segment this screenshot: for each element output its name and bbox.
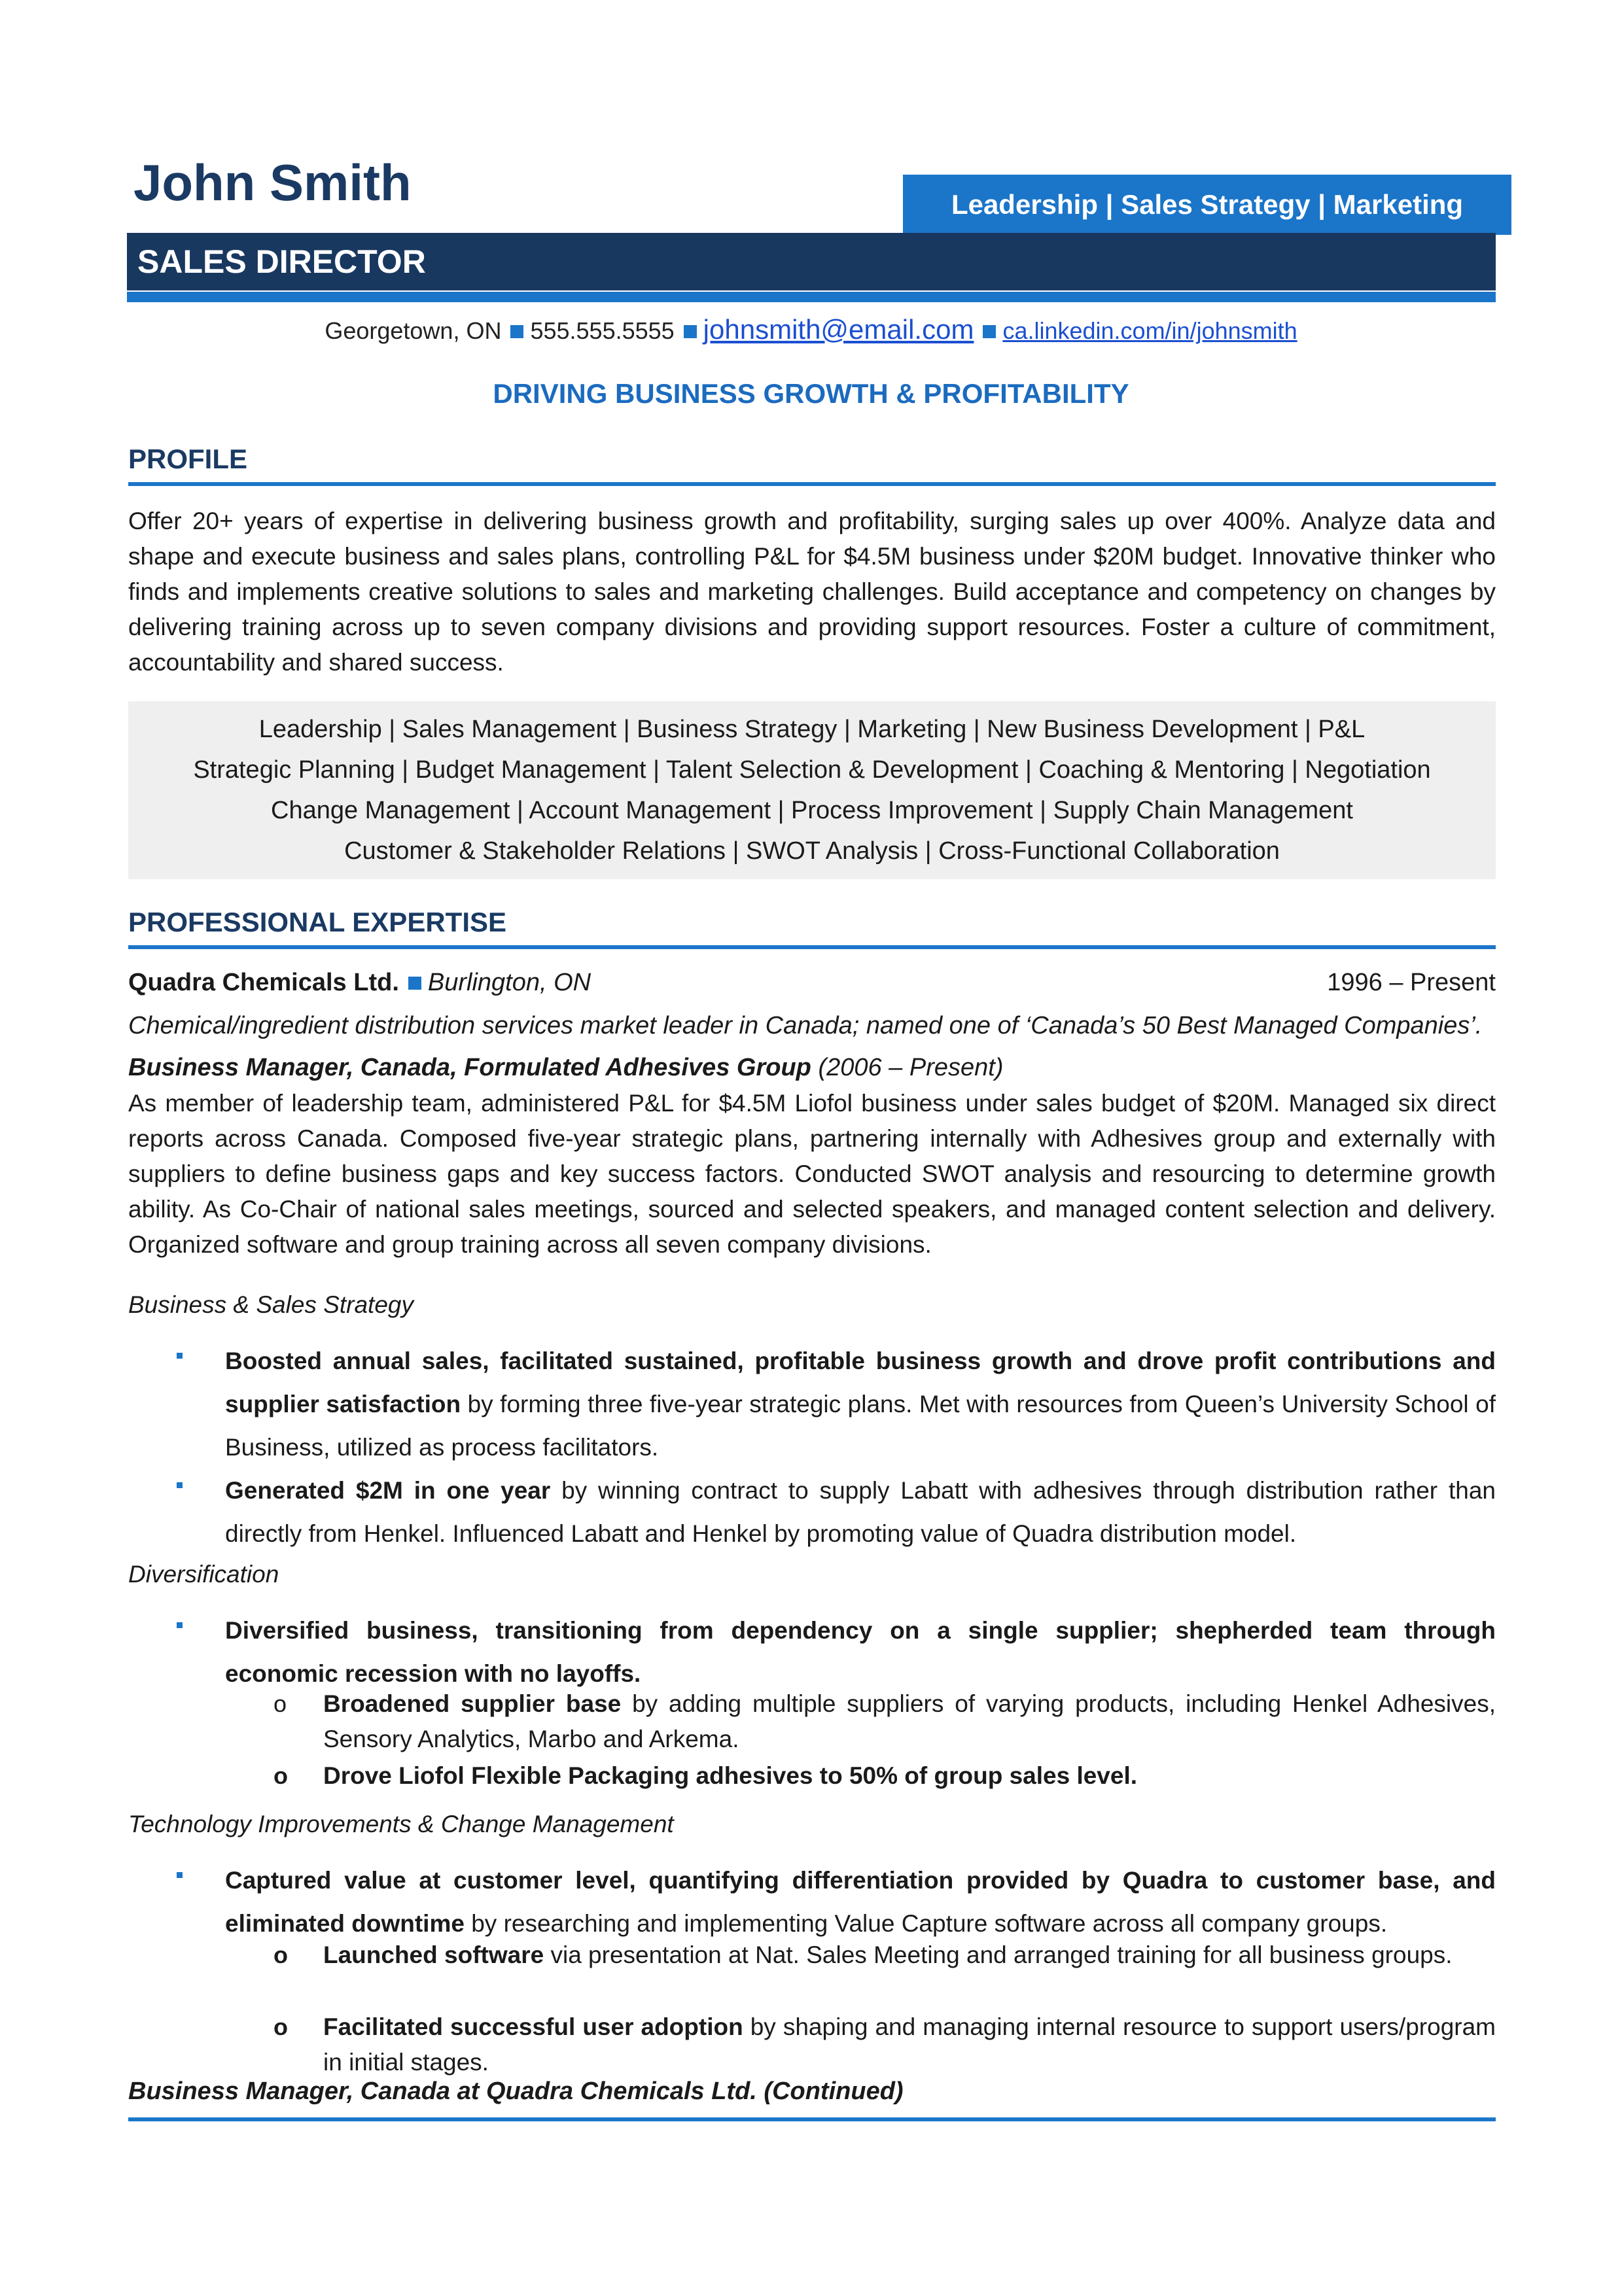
circle-bullet-icon: o (273, 1762, 288, 1789)
tagline-banner: Leadership | Sales Strategy | Marketing (903, 175, 1511, 235)
square-bullet-icon (684, 325, 697, 338)
diversification-subheading: Diversification (128, 1561, 279, 1588)
technology-subheading: Technology Improvements & Change Management (128, 1811, 674, 1837)
role-title: Business Manager, Canada, Formulated Adhesives Group (128, 1054, 811, 1081)
sub-bullet-emphasis: Drove Liofol Flexible Packaging adhesives to 50% of group sales level. (323, 1762, 1138, 1789)
sub-bullet-text: via presentation at Nat. Sales Meeting and arranged training for all business groups. (544, 1941, 1453, 1968)
company-name: Quadra Chemicals Ltd. (128, 969, 399, 996)
bullet-emphasis: Captured value at customer level, quantifying differentiation provided by Quadra to customer base, and eliminated downtime (225, 1867, 1496, 1937)
headline: DRIVING BUSINESS GROWTH & PROFITABILITY (493, 378, 1129, 409)
company-description: Chemical/ingredient distribution services market leader in Canada; named one of ‘Canada’s 50 Best Managed Companies’. (128, 1012, 1483, 1039)
company-dates: 1996 – Present (1327, 969, 1496, 996)
achievement-bullet (225, 1340, 1496, 1469)
contact-phone: 555.555.5555 (530, 317, 675, 344)
sub-bullet-emphasis: Launched software (323, 1941, 544, 1968)
company-row (128, 965, 1496, 1000)
bullet-text: by researching and implementing Value Capture software across all company groups. (464, 1910, 1388, 1937)
bullet-emphasis: Diversified business, transitioning from dependency on a single supplier; shepherded team through economic recession with no layoffs. (225, 1617, 1496, 1687)
circle-bullet-icon: o (273, 1690, 287, 1717)
square-bullet-icon (408, 977, 421, 990)
skills-line: Customer & Stakeholder Relations | SWOT Analysis | Cross-Functional Collaboration (344, 837, 1280, 865)
sub-bullet-emphasis: Broadened supplier base (323, 1690, 622, 1717)
strategy-subheading: Business & Sales Strategy (128, 1291, 414, 1318)
square-bullet-icon (177, 1482, 183, 1488)
sub-bullet-text: by shaping and managing internal resource to support users/program in initial stages. (323, 2013, 1496, 2076)
profile-section-title: PROFILE (128, 444, 248, 474)
role-dates: (2006 – Present) (818, 1054, 1004, 1081)
skills-line: Leadership | Sales Management | Business Strategy | Marketing | New Business Development | P&L (258, 716, 1366, 743)
circle-bullet-icon: o (273, 2013, 288, 2040)
achievement-bullet (225, 1469, 1496, 1556)
bullet-text: by winning contract to supply Labatt with adhesives through distribution rather than directly from Henkel. Influenced Labatt and Henkel by promoting value of Quadra distribution model. (225, 1477, 1496, 1547)
section-divider (128, 945, 1496, 949)
skills-line: Strategic Planning | Budget Management | Talent Selection & Development | Coaching & Mentoring | Negotiation (193, 756, 1431, 784)
bullet-text: by forming three five-year strategic plans. Met with resources from Queen’s University School of Business, utilized as process facilitators. (225, 1391, 1496, 1461)
job-title-bar (127, 233, 1496, 290)
sub-bullet-emphasis: Facilitated successful user adoption (323, 2013, 743, 2040)
candidate-name: John Smith (133, 154, 412, 211)
achievement-bullet (225, 1859, 1496, 1945)
expertise-section-title: PROFESSIONAL EXPERTISE (128, 907, 507, 937)
contact-email-link[interactable]: johnsmith@email.com (703, 314, 974, 345)
contact-location: Georgetown, ON (325, 317, 502, 344)
bullet-emphasis: Generated $2M in one year (225, 1477, 551, 1504)
sub-bullet-text: by adding multiple suppliers of varying products, including Henkel Adhesives, Sensory Analytics, Marbo and Arkema. (323, 1690, 1496, 1752)
profile-summary: Offer 20+ years of expertise in delivering business growth and profitability, surging sales up over 400%. Analyze data and shape and execute business and sales plans, controlling P&L for $4.5M business under $20M budget. Innovative thinker who finds and implements creative solutions to sales and marketing challenges. Build acceptance and competency on changes by delivering training across up to seven company divisions and providing support resources. Foster a culture of commitment, accountability and shared success. (128, 508, 1496, 676)
header-accent-bar (127, 292, 1496, 302)
contact-linkedin-link[interactable]: ca.linkedin.com/in/johnsmith (1002, 317, 1297, 344)
company-location: Burlington, ON (427, 969, 591, 996)
contact-line (0, 314, 1622, 345)
skills-panel (128, 701, 1496, 879)
sub-bullet (273, 1938, 1496, 1973)
section-divider (128, 2117, 1496, 2121)
circle-bullet-icon: o (273, 1941, 288, 1968)
continued-role-heading: Business Manager, Canada at Quadra Chemicals Ltd. (Continued) (128, 2078, 904, 2105)
sub-bullet (273, 2009, 1496, 2080)
job-title: SALES DIRECTOR (137, 243, 426, 280)
square-bullet-icon (177, 1622, 183, 1628)
bullet-emphasis: Boosted annual sales, facilitated sustained, profitable business growth and drove profit contributions and supplier satisfaction (225, 1348, 1496, 1418)
skills-line: Change Management | Account Management | Process Improvement | Supply Chain Management (271, 797, 1353, 824)
role-summary: As member of leadership team, administered P&L for $4.5M Liofol business under sales budget of $20M. Managed six direct reports across Canada. Composed five-year strategic plans, partnering internally with Adhesives group and externally with suppliers to define business gaps and key success factors. Conducted SWOT analysis and resourcing to determine growth ability. As Co-Chair of national sales meetings, sourced and selected speakers, and managed content selection and delivery. Organized software and group training across all seven company divisions. (128, 1090, 1496, 1258)
section-divider (128, 482, 1496, 486)
square-bullet-icon (177, 1872, 183, 1878)
achievement-bullet (225, 1609, 1496, 1696)
square-bullet-icon (983, 325, 996, 338)
role-line (128, 1051, 1004, 1085)
sub-bullet (273, 1686, 1496, 1757)
sub-bullet (273, 1758, 1496, 1794)
square-bullet-icon (510, 325, 523, 338)
square-bullet-icon (177, 1353, 183, 1359)
